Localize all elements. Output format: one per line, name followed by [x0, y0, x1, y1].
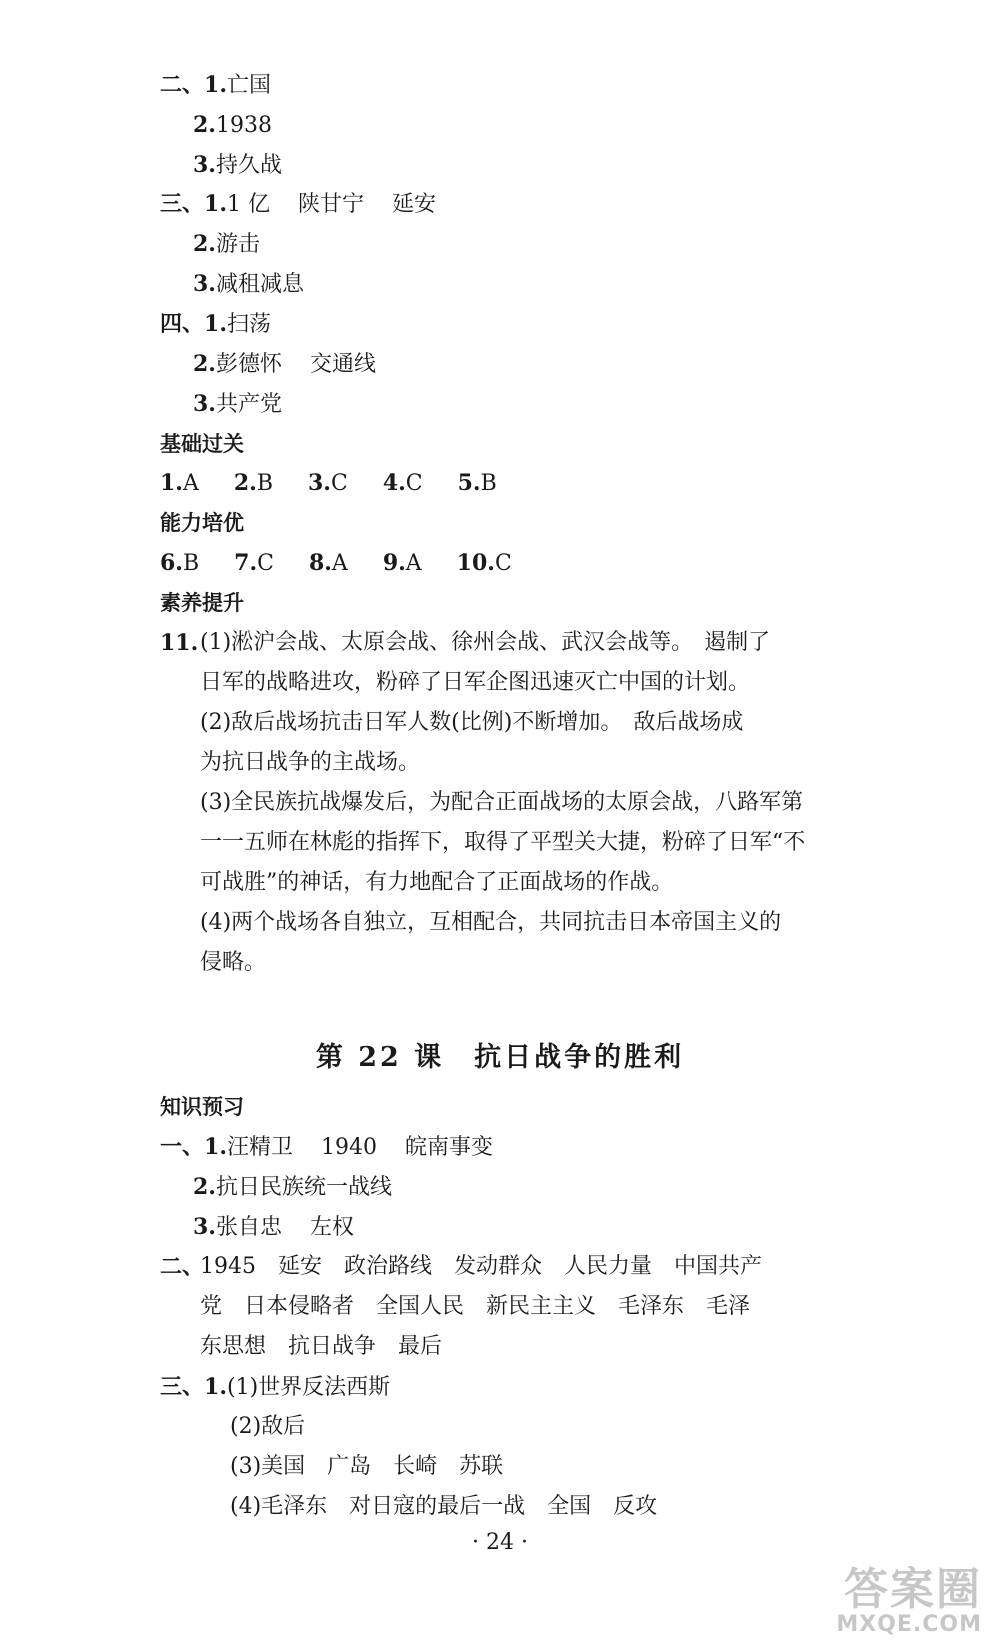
preview-1-item-2: 2.抗日民族统一战线 [193, 1174, 392, 1200]
q11-line-4: 为抗日战争的主战场。 [200, 750, 421, 775]
q11-line-2: 日军的战略进攻，粉碎了日军企图迅速灭亡中国的计划。 [200, 670, 751, 695]
section-4-item-1: 四、1.扫荡 [160, 311, 271, 337]
q11-line-8: (4)两个战场各自独立，互相配合，共同抗击日本帝国主义的 [200, 910, 782, 935]
page-number: · 24 · [472, 1530, 528, 1555]
heading-literacy: 素养提升 [160, 591, 244, 615]
section-2-item-2: 2.1938 [193, 112, 272, 138]
watermark-logo-text: 答案圈 [844, 1564, 982, 1615]
section-2-item-1: 二、1.亡国 [160, 72, 271, 98]
preview-3-sub-4: (4)毛泽东 对日寇的最后一战 全国 反攻 [230, 1494, 658, 1519]
section-3-item-1: 三、1.1 亿 陕甘宁 延安 [160, 191, 437, 217]
basic-answers [160, 468, 497, 499]
answer-5: 5.B [457, 470, 497, 496]
section-4-item-3: 3.共产党 [193, 391, 282, 417]
heading-ability: 能力培优 [160, 511, 244, 535]
answer-7: 7.C [234, 550, 274, 576]
section-2-item-3: 3.持久战 [193, 152, 282, 178]
heading-basic: 基础过关 [160, 432, 244, 456]
q11-line-1: (1)淞沪会战、太原会战、徐州会战、武汉会战等。 遏制了 [200, 630, 771, 655]
section-4-item-2: 2.彭德怀 交通线 [193, 351, 376, 377]
section-3-item-3: 3.减租减息 [193, 271, 304, 297]
q11-line-6: 一一五师在林彪的指挥下，取得了平型关大捷，粉碎了日军“不 [200, 830, 806, 855]
answer-8: 8.A [308, 550, 348, 576]
answer-4: 4.C [382, 470, 423, 496]
preview-3-sub-2: (2)敌后 [230, 1414, 306, 1439]
preview-3-sub-3: (3)美国 广岛 长崎 苏联 [230, 1454, 504, 1479]
answer-6: 6.B [160, 550, 200, 576]
answer-9: 9.A [382, 550, 422, 576]
preview-1-item-1: 一、1.汪精卫 1940 皖南事变 [160, 1134, 494, 1160]
question-11-number: 11. [160, 630, 199, 656]
section-3-item-2: 2.游击 [193, 231, 260, 257]
answer-2: 2.B [233, 470, 273, 496]
heading-preview: 知识预习 [160, 1095, 244, 1119]
preview-3-item-1: 三、1.(1)世界反法西斯 [160, 1374, 391, 1400]
answer-3: 3.C [308, 470, 348, 496]
q11-line-9: 侵略。 [200, 950, 267, 975]
answer-10: 10.C [456, 550, 512, 576]
q11-line-5: (3)全民族抗战爆发后，为配合正面战场的太原会战，八路军第 [200, 790, 804, 815]
ability-answers [160, 548, 512, 579]
preview-1-item-3: 3.张自忠 左权 [193, 1214, 354, 1240]
answer-1: 1.A [160, 470, 199, 496]
watermark-url: MXQE.COM [836, 1612, 982, 1637]
q11-line-3: (2)敌后战场抗击日军人数(比例)不断增加。 敌后战场成 [200, 710, 744, 735]
preview-2-line-2: 党 日本侵略者 全国人民 新民主主义 毛泽东 毛泽 [200, 1294, 751, 1319]
watermark [812, 1553, 982, 1637]
preview-2-line-3: 东思想 抗日战争 最后 [200, 1334, 443, 1359]
preview-2-line-1: 1945 延安 政治路线 发动群众 人民力量 中国共产 [200, 1254, 762, 1279]
q11-line-7: 可战胜”的神话，有力地配合了正面战场的作战。 [200, 870, 674, 895]
lesson-title: 第 22 课 抗日战争的胜利 [315, 1042, 685, 1073]
preview-2-prefix: 二、 [160, 1254, 205, 1280]
